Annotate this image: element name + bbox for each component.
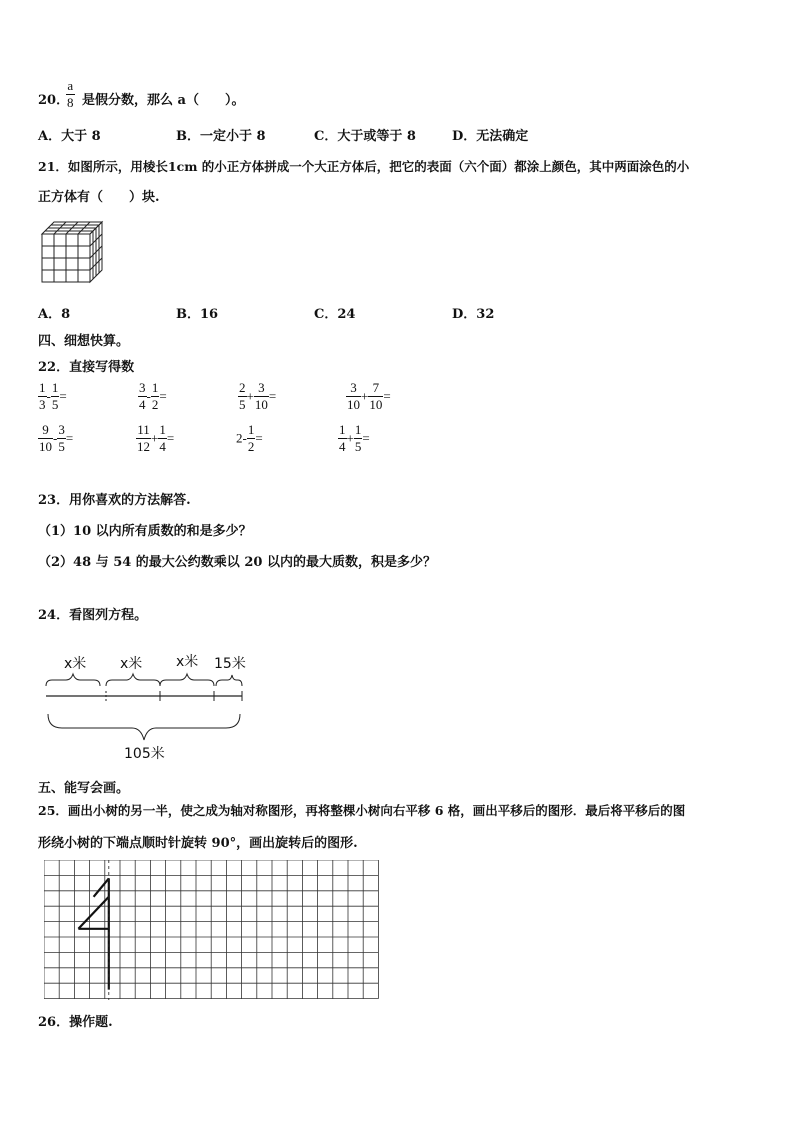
q26-title: 26．操作题.: [38, 1015, 113, 1030]
operator: -: [46, 388, 51, 404]
q25-line1: 25．画出小树的另一半，使之成为轴对称图形，再将整棵小树向右平移 6 格，画出平移后的图形．最后将平移后的图: [38, 803, 686, 818]
q20-option-a: A．大于 8: [38, 129, 101, 144]
calc-item-7: [236, 422, 263, 455]
frac-den: 12: [137, 439, 150, 454]
label-total: 105米: [124, 746, 165, 762]
q23-sub1: （1）10 以内所有质数的和是多少？: [38, 524, 252, 539]
frac-num: 7: [368, 380, 383, 397]
equals: =: [362, 430, 370, 446]
frac-num: 1: [39, 380, 46, 395]
q21-line2: 正方体有（ ）块.: [38, 190, 160, 205]
q20-frac-den: 8: [67, 95, 74, 110]
calc-item-5: [38, 422, 73, 455]
q22-title: 22．直接写得数: [38, 360, 135, 375]
frac-num: 11: [137, 422, 150, 437]
equals: =: [65, 430, 74, 446]
operator: +: [346, 430, 354, 446]
frac-den: 2: [247, 439, 255, 454]
calc-item-3: [238, 380, 276, 413]
frac-num: 3: [254, 380, 269, 397]
operator: +: [151, 430, 159, 446]
frac-den: 4: [159, 439, 166, 454]
calc-item-1: [38, 380, 67, 413]
frac-den: 10: [347, 397, 360, 412]
q20-option-d: D．无法确定: [452, 129, 529, 144]
frac-den: 5: [239, 397, 246, 412]
q25-grid: [44, 860, 382, 1000]
frac-num: 9: [38, 422, 53, 439]
equals: =: [383, 388, 391, 404]
equals: =: [159, 388, 167, 404]
frac-num: 1: [51, 380, 59, 395]
frac-den: 2: [151, 397, 159, 412]
q21-option-a: A．8: [38, 307, 71, 322]
frac-den: 4: [139, 397, 146, 412]
q20-option-b: B．一定小于 8: [176, 129, 266, 144]
whole-number: 2: [236, 430, 243, 446]
q23-sub2: （2）48 与 54 的最大公约数乘以 20 以内的最大质数，积是多少？: [38, 555, 436, 570]
operator: +: [246, 388, 254, 404]
operator: -: [242, 430, 247, 446]
calc-item-8: [338, 422, 370, 455]
label-x1: x米: [64, 656, 87, 672]
operator: +: [361, 388, 369, 404]
frac-num: 2: [239, 380, 246, 395]
q20-fraction: [66, 78, 75, 111]
q20-number: 20．: [38, 93, 70, 108]
frac-num: 1: [339, 422, 346, 437]
q20-frac-num: a: [67, 78, 74, 93]
frac-den: 10: [39, 439, 52, 454]
frac-den: 3: [39, 397, 46, 412]
q21-option-b: B．16: [176, 307, 219, 322]
q20-option-c: C．大于或等于 8: [314, 129, 416, 144]
section-5-heading: 五、能写会画。: [38, 781, 130, 796]
frac-num: 1: [159, 422, 166, 437]
label-15: 15米: [214, 656, 246, 672]
q21-option-c: C．24: [314, 307, 356, 322]
frac-den: 4: [339, 439, 346, 454]
calc-item-6: [136, 422, 174, 455]
q21-option-d: D．32: [452, 307, 495, 322]
operator: -: [53, 430, 58, 446]
label-x3: x米: [176, 654, 199, 670]
frac-num: 3: [139, 380, 146, 395]
operator: -: [146, 388, 151, 404]
half-tree: [78, 878, 108, 989]
frac-num: 1: [151, 380, 159, 395]
section-4-heading: 四、细想快算。: [38, 334, 130, 349]
frac-den: 10: [369, 397, 383, 412]
frac-num: 3: [346, 380, 361, 397]
equals: =: [255, 430, 263, 446]
frac-den: 5: [51, 397, 59, 412]
label-x2: x米: [120, 656, 143, 672]
q20-text: 是假分数，那么 a（ ）。: [82, 93, 245, 108]
frac-num: 3: [58, 422, 65, 437]
equals: =: [166, 430, 175, 446]
calc-item-4: [346, 380, 391, 413]
cube-figure: [40, 220, 106, 284]
equals: =: [59, 388, 67, 404]
frac-den: 10: [254, 397, 268, 412]
frac-num: 1: [354, 422, 362, 437]
q24-line-diagram: [40, 648, 255, 766]
q21-line1: 21．如图所示，用棱长1cm 的小正方体拼成一个大正方体后，把它的表面（六个面）都涂上颜色，其中两面涂色的小: [38, 159, 690, 174]
frac-num: 1: [247, 422, 255, 437]
frac-den: 5: [58, 439, 65, 454]
q24-title: 24．看图列方程。: [38, 608, 148, 623]
calc-item-2: [138, 380, 167, 413]
equals: =: [268, 388, 277, 404]
q23-title: 23．用你喜欢的方法解答.: [38, 493, 191, 508]
frac-den: 5: [354, 439, 362, 454]
q25-line2: 形绕小树的下端点顺时针旋转 90°，画出旋转后的图形.: [38, 836, 358, 851]
